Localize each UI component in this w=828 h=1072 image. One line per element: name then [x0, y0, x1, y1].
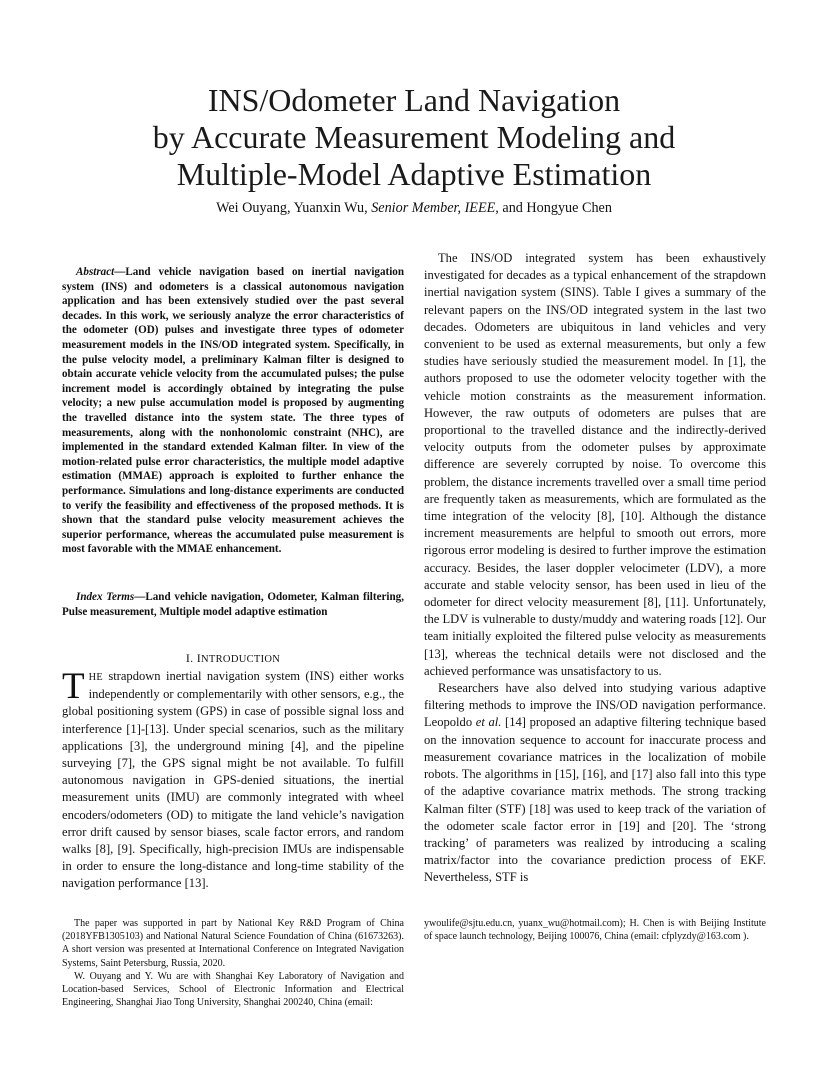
footnote-affiliation-cont: ywoulife@sjtu.edu.cn, yuanx_wu@hotmail.com); H. Chen is with Beijing Institute of space launch technology, Beijing 100076, China (email: cfplyzdy@163.com ).: [424, 918, 766, 943]
paper-title: [0, 82, 828, 193]
lead-caps: HE: [88, 672, 103, 683]
section-title-rest: NTRODUCTION: [201, 654, 281, 665]
author-line: [0, 199, 828, 217]
abstract: [62, 265, 404, 557]
footnote-right: [424, 917, 766, 943]
paragraph: The INS/OD integrated system has been exhaustively investigated for decades as a typical enhancement of the strapdown inertial navigation system (SINS). Table I gives a summary of the relevant papers on the INS/OD integrated system in the last two decades. Odometers are ubiquitous in land vehicles and very convenient to be used as external measurements, but only a few studies have seriously studied the measurement model. In [1], the authors proposed to use the odometer velocity together with the vehicle motion constraints as the measurement information. However, the raw outputs of odometers are pulses that are proportional to the travelled distance and the indirectly-derived velocity outputs from the odometer pulses by approximate difference are severely corrupted by noise. To overcome this problem, the distance increments travelled over a small time period are frequently taken as measurements, which are formulated as the time integration of the velocity [8], [10]. Although the distance increment measurements are helpful to smooth out errors, more rigorous error modeling is desired to further improve the estimation accuracy. Besides, the laser doppler velocimeter (LDV), a more accurate and stable velocity sensor, has been used in lieu of the odometer for direct velocity measurement [8], [11]. Unfortunately, the LDV is vulnerable to dusty/muddy and watering roads [12]. Our team initially exploited the filtered pulse velocity as measurements [13], whereas the technical details were not disclosed and the achieved performance was unsatisfactory to us.: [424, 251, 766, 678]
footnote-affiliation: W. Ouyang and Y. Wu are with Shanghai Key Laboratory of Navigation and Location-based Services, School of Electronic Information and Electrical Engineering, Shanghai Jiao Tong University, Shanghai 200240, China (email:: [62, 970, 404, 1009]
author-membership: Senior Member, IEEE,: [371, 200, 499, 216]
section-heading: [62, 651, 404, 667]
author-names: Wei Ouyang, Yuanxin Wu,: [216, 200, 368, 216]
section-number: I.: [185, 651, 194, 665]
introduction-text: strapdown inertial navigation system (INS) either works independently or complementarily with other sensors, e.g., the global positioning system (GPS) in case of possible signal loss and interference [1]-[13]. Under special scenarios, such as the military applications [3], the underground mining [4], and the pipeline surveying [7], the GPS signal might be not available. To fulfill autonomous navigation in GPS-denied situations, the inertial measurement units (IMU) are commonly integrated with wheel encoders/odometers (OD) to mitigate the land vehicle’s navigation error drift caused by sensor biases, scale factor errors, and random walks [8], [9]. Specifically, high-precision IMUs are indispensable in order to ensure the long-distance and long-time stability of the navigation performance [13].: [62, 669, 404, 891]
paragraph-part: [14] proposed an adaptive filtering technique based on the innovation sequence to account for inaccurate process and measurement covariance matrices in the localization of mobile robots. The algorithms in [15], [16], and [17] also fall into this type of the adaptive covariance matrix methods. The strong tracking Kalman filter (STF) [18] was used to keep track of the variation of the odometer scale factor error in [19] and [20]. The ‘strong tracking’ of parameters was realized by introducing a scaling matrix/factor into the covariance prediction process of EKF. Nevertheless, STF is: [424, 715, 766, 885]
paragraph: [424, 680, 766, 886]
right-column-text: [424, 250, 766, 887]
title-line: by Accurate Measurement Modeling and: [152, 119, 676, 155]
abstract-label: Abstract: [76, 266, 115, 278]
author-last: and Hongyue Chen: [502, 200, 612, 216]
et-al: et al.: [475, 715, 502, 730]
footnote-left: [62, 917, 404, 1009]
introduction-paragraph: [62, 668, 404, 893]
drop-cap: T: [62, 666, 85, 707]
index-terms: [62, 590, 404, 619]
index-terms-label: Index Terms: [76, 591, 135, 603]
footnote-funding: The paper was supported in part by National Key R&D Program of China (2018YFB1305103) and National Natural Science Foundation of China (61673263). A short version was presented at International Conference on Integrated Navigation Systems, Saint Petersburg, Russia, 2020.: [62, 918, 404, 969]
abstract-text: —Land vehicle navigation based on inertial navigation system (INS) and odometers is a classical autonomous navigation application and has been extensively studied over the past several decades. In this work, we seriously analyze the error characteristics of the odometer (OD) pulses and investigate three types of odometer measurement models in the INS/OD integrated system. Specifically, in the pulse velocity model, a preliminary Kalman filter is designed to obtain accurate vehicle velocity from the accumulated pulses; the pulse increment model is accordingly obtained by integrating the pulse velocity; a new pulse accumulation model is proposed by augmenting the travelled distance into the system state. The three types of measurements, along with the nonhonolomic constraint (NHC), are implemented in the standard extended Kalman filter. In view of the motion-related pulse error characteristics, the multiple model adaptive estimation (MMAE) approach is exploited to further enhance the performance. Simulations and long-distance experiments are conducted to verify the feasibility and effectiveness of the proposed methods. It is shown that the standard pulse velocity measurement achieves the superior performance, whereas the accumulated pulse measurement is most favorable with the MMAE enhancement.: [62, 266, 404, 556]
title-line: Multiple-Model Adaptive Estimation: [176, 156, 652, 192]
index-terms-text: —Land vehicle navigation, Odometer, Kalman filtering, Pulse measurement, Multiple model adaptive estimation: [62, 591, 404, 618]
paragraph-part: Researchers have also delved into studying various adaptive filtering methods to improve the INS/OD navigation performance. Leopoldo: [424, 681, 766, 730]
title-line: INS/Odometer Land Navigation: [207, 82, 621, 118]
section-title-initial: I: [196, 651, 202, 665]
